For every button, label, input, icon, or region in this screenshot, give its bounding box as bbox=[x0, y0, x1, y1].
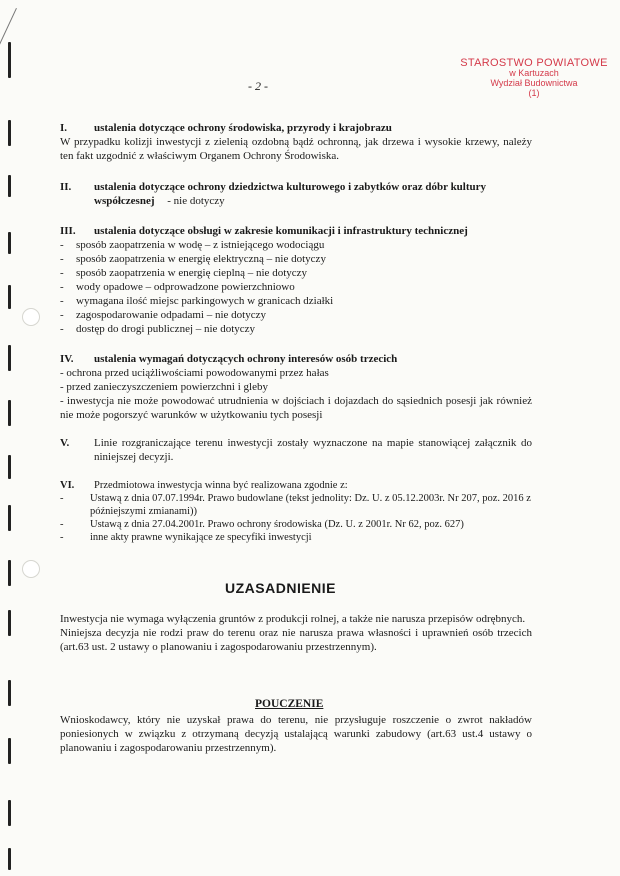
list-item: - dostęp do drogi publicznej – nie dotyczy bbox=[60, 323, 256, 335]
section-3 bbox=[60, 224, 532, 336]
paragraph: Inwestycja nie wymaga wyłączenia gruntów z produkcji rolnej, a także nie narusza przepisów odrębnych. bbox=[60, 613, 526, 625]
list-item: - sposób zaopatrzenia w wodę – z istniejącego wodociągu bbox=[60, 239, 325, 251]
stamp-line: w Kartuzach bbox=[509, 68, 559, 78]
binder-mark bbox=[8, 120, 11, 146]
list-item: - zagospodarowanie odpadami – nie dotyczy bbox=[60, 309, 266, 321]
binder-mark bbox=[8, 400, 11, 426]
section-6 bbox=[60, 479, 532, 544]
list-item: - sposób zaopatrzenia w energię cieplną – nie dotyczy bbox=[60, 267, 308, 279]
list-item: - wymagana ilość miejsc parkingowych w granicach działki bbox=[60, 295, 334, 307]
binder-mark bbox=[8, 800, 11, 826]
binder-mark bbox=[8, 42, 11, 78]
punch-hole bbox=[22, 308, 40, 326]
binder-mark bbox=[8, 680, 11, 706]
pouczenie-section bbox=[60, 713, 532, 755]
section-5 bbox=[60, 436, 532, 464]
section-number: II. bbox=[60, 181, 72, 193]
binder-mark bbox=[8, 610, 11, 636]
list-item: - ochrona przed uciążliwościami powodowanymi przez hałas bbox=[60, 367, 329, 379]
binder-mark bbox=[8, 738, 11, 764]
section-status: - nie dotyczy bbox=[167, 195, 225, 207]
section-intro: Przedmiotowa inwestycja winna być realizowana zgodnie z: bbox=[94, 480, 348, 491]
binder-mark bbox=[8, 560, 11, 586]
binder-mark bbox=[8, 345, 11, 371]
list-item: - przed zanieczyszczeniem powierzchni i gleby bbox=[60, 381, 268, 393]
binder-mark bbox=[8, 232, 11, 254]
paragraph: Wnioskodawcy, który nie uzyskał prawa do terenu, nie przysługuje roszczenie o zwrot nakładów poniesionych w związku z otrzymaną decyzją ustalającą warunki zabudowy (art.63 ust.4 ustawy o planowaniu i zagospodarowaniu przestrzennym). bbox=[60, 714, 532, 754]
section-2 bbox=[60, 180, 532, 208]
uzasadnienie-section bbox=[60, 612, 532, 654]
section-heading: ustalenia wymagań dotyczących ochrony interesów osób trzecich bbox=[94, 353, 398, 365]
binder-mark bbox=[8, 848, 11, 870]
section-1 bbox=[60, 121, 532, 163]
stamp-line: STAROSTWO POWIATOWE bbox=[460, 57, 608, 69]
section-text: W przypadku kolizji inwestycji z zielenią ozdobną bądź ochronną, jak drzewa i wysokie krzewy, należy ten fakt uzgodnić z właściwym Organem Ochrony Środowiska. bbox=[60, 136, 532, 162]
list-item: - inne akty prawne wynikające ze specyfiki inwestycji bbox=[60, 532, 312, 543]
section-number: III. bbox=[60, 225, 76, 237]
list-item: - sposób zaopatrzenia w energię elektryczną – nie dotyczy bbox=[60, 253, 326, 265]
section-heading: ustalenia dotyczące obsługi w zakresie komunikacji i infrastruktury technicznej bbox=[94, 225, 468, 237]
section-number: V. bbox=[60, 437, 70, 449]
section-number: IV. bbox=[60, 353, 74, 365]
uzasadnienie-title: UZASADNIENIE bbox=[225, 580, 337, 596]
punch-hole bbox=[22, 560, 40, 578]
list-item: - Ustawą z dnia 07.07.1994r. Prawo budowlane (tekst jednolity: Dz. U. z 05.12.2003r. Nr 207, poz. 2016 z późniejszymi zmianami)) bbox=[60, 493, 531, 517]
binder-mark bbox=[8, 505, 11, 531]
office-stamp bbox=[454, 58, 614, 98]
list-item: - Ustawą z dnia 27.04.2001r. Prawo ochrony środowiska (Dz. U. z 2001r. Nr 62, poz. 627) bbox=[60, 519, 464, 530]
binder-mark bbox=[8, 285, 11, 309]
section-text: Linie rozgraniczające terenu inwestycji zostały wyznaczone na mapie stanowiącej załącznik do niniejszej decyzji. bbox=[94, 437, 532, 463]
list-item: - wody opadowe – odprowadzone powierzchniowo bbox=[60, 281, 295, 293]
pouczenie-title: POUCZENIE bbox=[255, 698, 324, 710]
section-heading: ustalenia dotyczące ochrony środowiska, przyrody i krajobrazu bbox=[94, 122, 392, 134]
section-number: VI. bbox=[60, 480, 75, 491]
stamp-line: Wydział Budownictwa bbox=[490, 78, 578, 88]
section-number: I. bbox=[60, 122, 68, 134]
list-item: - inwestycja nie może powodować utrudnienia w dojściach i dojazdach do sąsiednich posesji jak również nie może pogorszyć warunków w użytkowaniu tych posesji bbox=[60, 395, 532, 421]
binder-mark bbox=[8, 455, 11, 479]
binder-mark bbox=[8, 175, 11, 197]
section-4 bbox=[60, 352, 532, 422]
page-number: - 2 - bbox=[248, 79, 268, 93]
section-heading: ustalenia dotyczące ochrony dziedzictwa kulturowego i zabytków oraz dóbr kultury współczesnej bbox=[94, 181, 487, 207]
paragraph: Niniejsza decyzja nie rodzi praw do terenu oraz nie narusza prawa własności i uprawnień osób trzecich (art.63 ust. 2 ustawy o planowaniu i zagospodarowaniu przestrzennym). bbox=[60, 627, 532, 653]
stamp-line: (1) bbox=[528, 88, 540, 98]
